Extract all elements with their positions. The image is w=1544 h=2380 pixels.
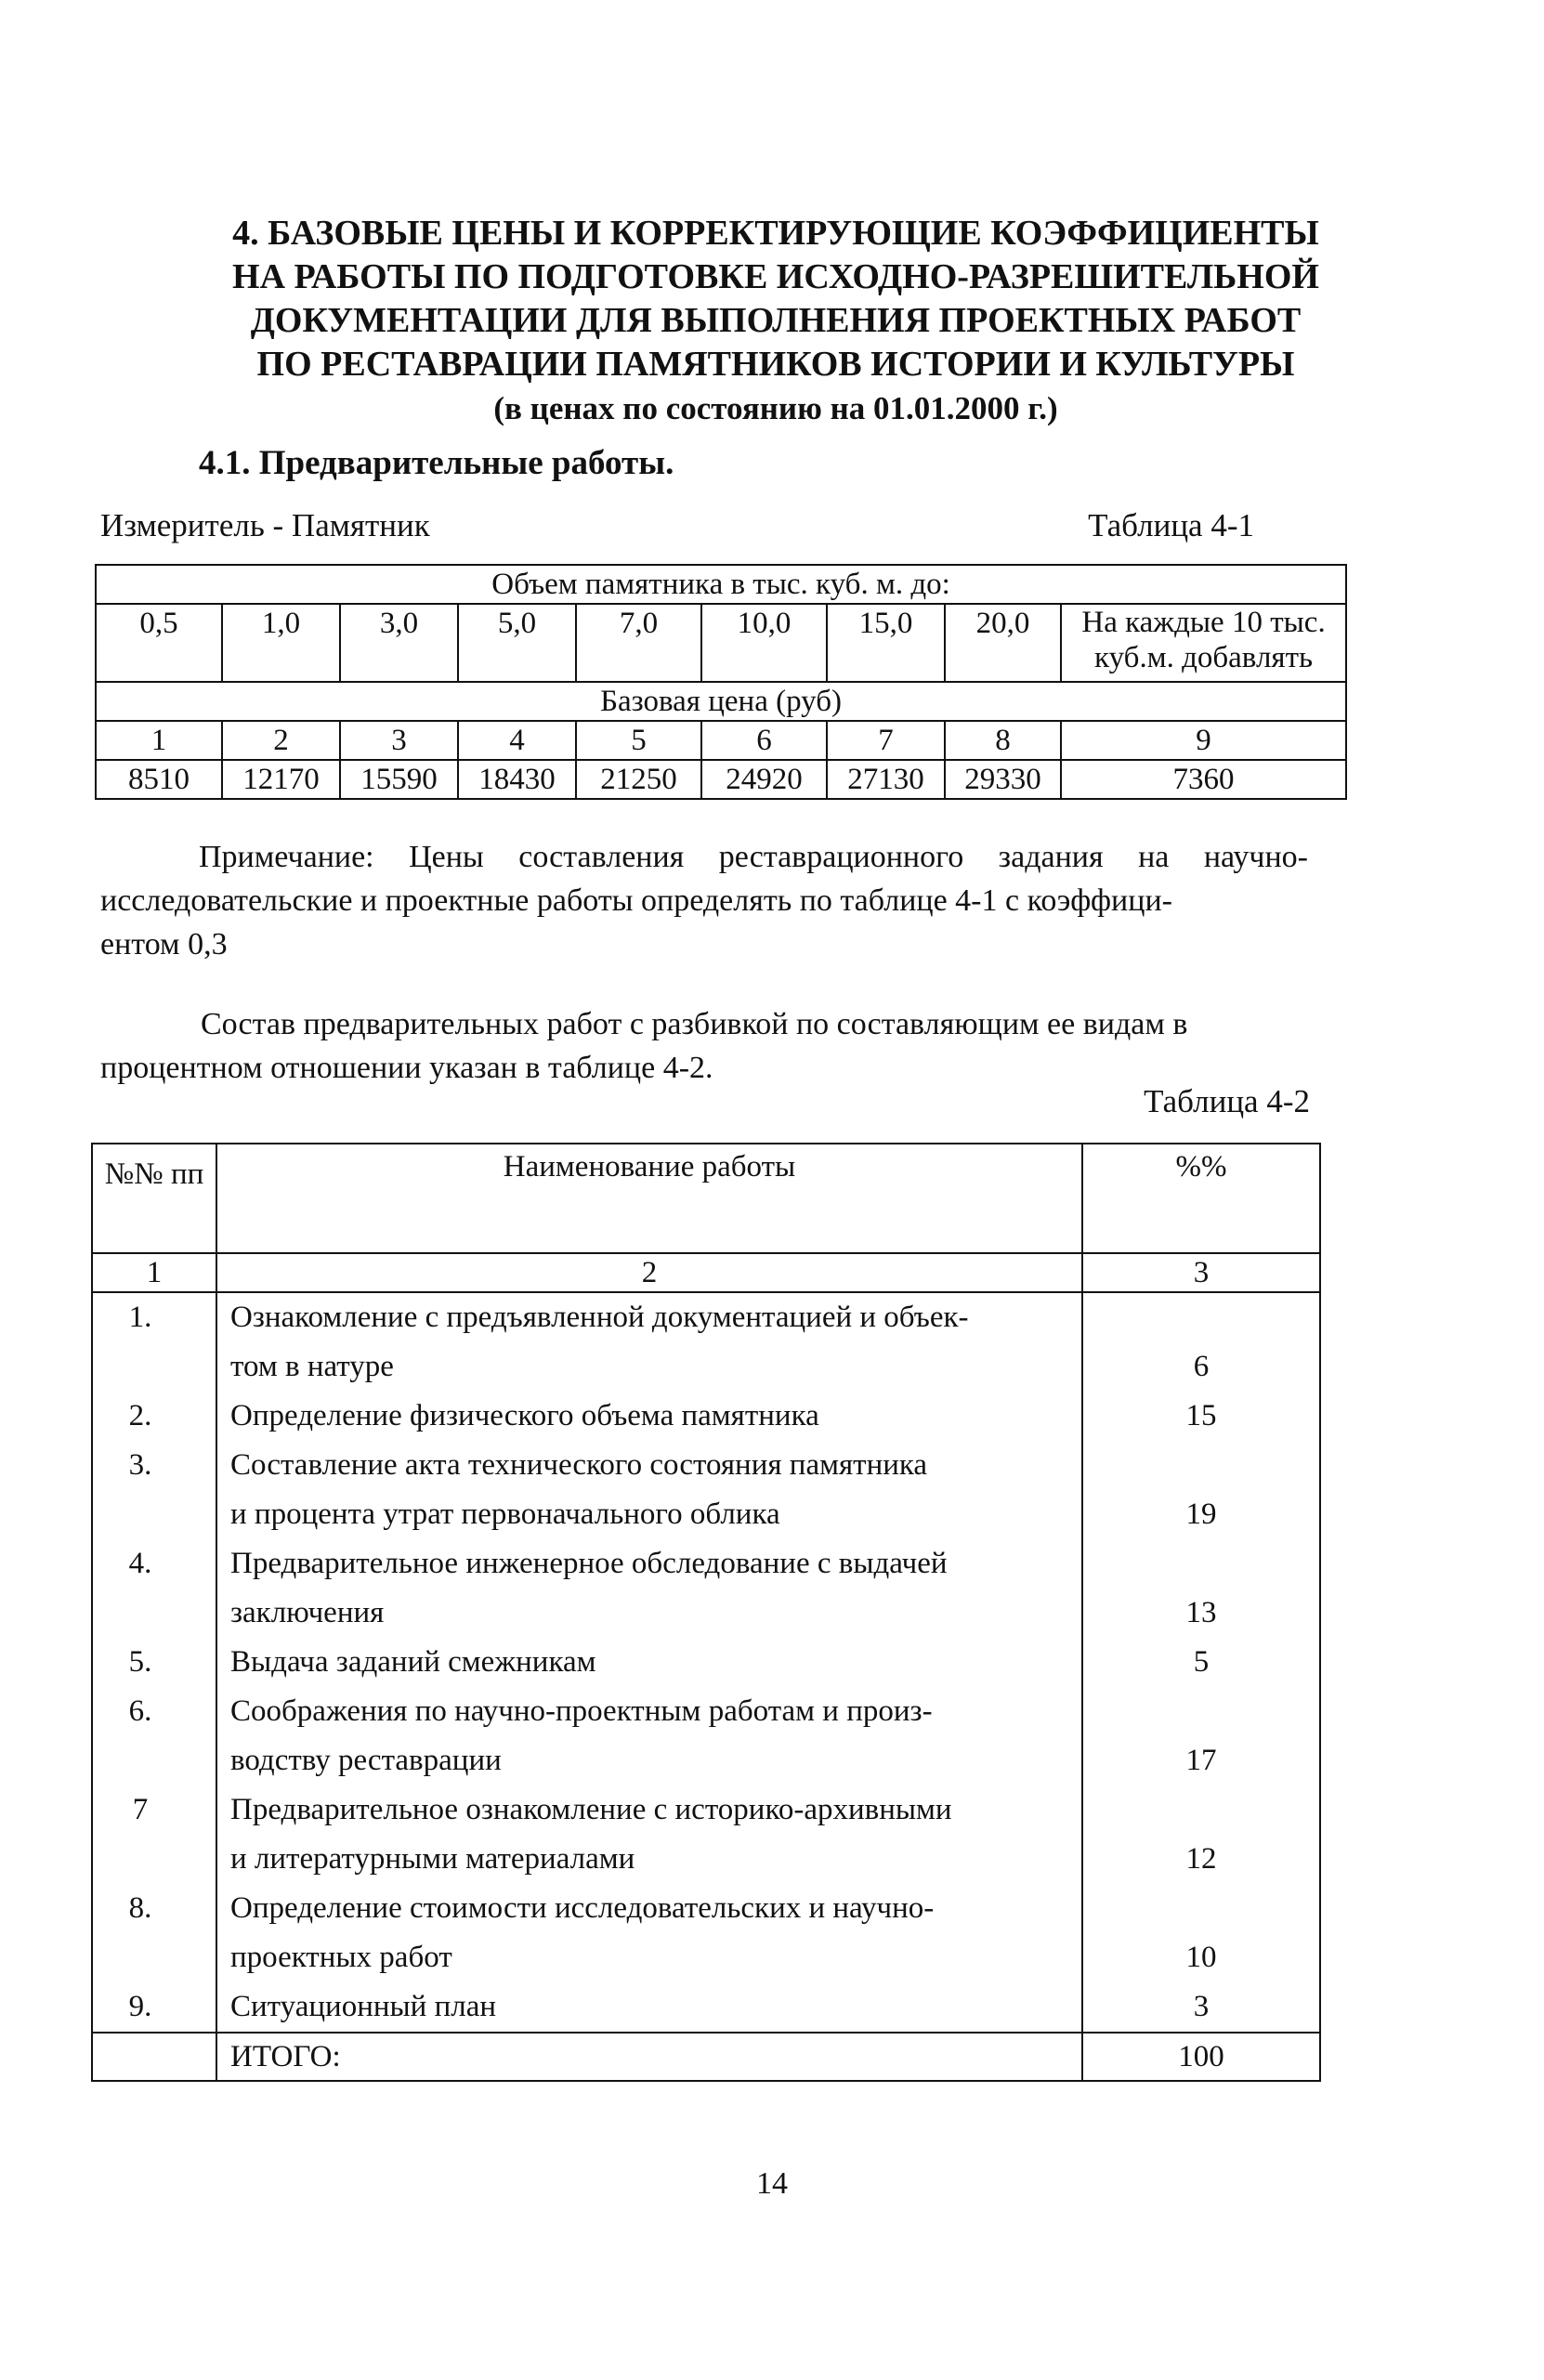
work-name-line: Выдача заданий смежникам [230, 1645, 596, 1679]
column-number: 1 [92, 1253, 216, 1292]
price-cell: 29330 [945, 760, 1061, 799]
row-number: 7 [92, 1785, 216, 1884]
table-row [92, 1687, 1320, 1785]
table-41-caption: Таблица 4-1 [1088, 507, 1254, 543]
table-row [92, 1785, 1320, 1884]
row-number: 5. [92, 1638, 216, 1687]
column-number: 2 [216, 1253, 1082, 1292]
volume-cell: 3,0 [340, 604, 458, 682]
row-percent: 15 [1082, 1392, 1320, 1441]
work-name-line: Соображения по научно-проектным работам и произ- [230, 1694, 933, 1728]
measure-row [100, 507, 1254, 544]
work-name-line: том в натуре [230, 1350, 394, 1383]
row-percent: 3 [1082, 1982, 1320, 2033]
volume-cell: 5,0 [458, 604, 576, 682]
price-cell: 7360 [1061, 760, 1346, 799]
work-name-line: и литературными материалами [230, 1842, 635, 1876]
row-work-name [216, 1687, 1082, 1785]
work-name-line: Составление акта технического состояния памятника [230, 1448, 928, 1482]
row-work-name [216, 1392, 1082, 1441]
row-number: 8. [92, 1884, 216, 1982]
note-text-end: ентом 0,3 [100, 927, 228, 961]
price-cell: 15590 [340, 760, 458, 799]
work-name-line: водству реставрации [230, 1744, 502, 1777]
volume-cell: 7,0 [576, 604, 701, 682]
paragraph-text: Состав предварительных работ с разбивкой по составляющим ее видам в [201, 1007, 1188, 1041]
price-cell: 8510 [96, 760, 222, 799]
column-number: 6 [701, 721, 827, 760]
volume-header: Объем памятника в тыс. куб. м. до: [96, 565, 1346, 604]
row-work-name [216, 1982, 1082, 2033]
table-4-2 [91, 1143, 1321, 2082]
price-cell: 24920 [701, 760, 827, 799]
document-heading [93, 212, 1459, 430]
work-name-line: Ознакомление с предъявленной документацией и объек- [230, 1301, 969, 1334]
row-percent: 10 [1082, 1884, 1320, 1982]
work-name-line: заключения [230, 1596, 385, 1629]
work-name-line: Ситуационный план [230, 1990, 497, 2023]
row-percent: 5 [1082, 1638, 1320, 1687]
row-number: 1. [92, 1292, 216, 1392]
row-percent: 12 [1082, 1785, 1320, 1884]
row-work-name [216, 1539, 1082, 1638]
price-cell: 18430 [458, 760, 576, 799]
heading-line: НА РАБОТЫ ПО ПОДГОТОВКЕ ИСХОДНО-РАЗРЕШИТЕЛЬНОЙ [232, 257, 1319, 296]
header-name: Наименование работы [216, 1144, 1082, 1253]
row-work-name [216, 1785, 1082, 1884]
price-cell: 21250 [576, 760, 701, 799]
volume-cell: 15,0 [827, 604, 945, 682]
table-row [92, 1441, 1320, 1539]
row-percent: 17 [1082, 1687, 1320, 1785]
heading-line: 4. БАЗОВЫЕ ЦЕНЫ И КОРРЕКТИРУЮЩИЕ КОЭФФИЦИЕНТЫ [232, 214, 1319, 253]
table-row [92, 1539, 1320, 1638]
column-number: 8 [945, 721, 1061, 760]
row-number: 9. [92, 1982, 216, 2033]
column-number: 3 [1082, 1253, 1320, 1292]
table-42-caption: Таблица 4-2 [1144, 1083, 1310, 1119]
note-text: Примечание: Цены составления реставрационного задания на научно-исследовательские и проектные работы определять по таблице 4-1 с коэффици- [100, 840, 1308, 918]
paragraph [100, 1002, 1308, 1090]
row-percent: 13 [1082, 1539, 1320, 1638]
column-number: 3 [340, 721, 458, 760]
price-cell: 27130 [827, 760, 945, 799]
price-cell: 12170 [222, 760, 340, 799]
section-title: 4.1. Предварительные работы. [199, 444, 674, 482]
row-percent: 19 [1082, 1441, 1320, 1539]
table-42-body [92, 1292, 1320, 2033]
column-number: 4 [458, 721, 576, 760]
table-4-1 [95, 564, 1347, 800]
paragraph-text-end: процентном отношении указан в таблице 4-2. [100, 1051, 713, 1085]
heading-line: ДОКУМЕНТАЦИИ ДЛЯ ВЫПОЛНЕНИЯ ПРОЕКТНЫХ РАБОТ [250, 301, 1302, 340]
column-number: 2 [222, 721, 340, 760]
work-name-line: Предварительное инженерное обследование с выдачей [230, 1547, 948, 1580]
volume-cell: 20,0 [945, 604, 1061, 682]
header-percent: %% [1082, 1144, 1320, 1253]
work-name-line: Определение физического объема памятника [230, 1399, 819, 1432]
total-label: ИТОГО: [216, 2033, 1082, 2081]
column-number: 9 [1061, 721, 1346, 760]
row-percent: 6 [1082, 1292, 1320, 1392]
table-row [92, 1292, 1320, 1392]
header-number: №№ пп [92, 1144, 216, 1253]
work-name-line: и процента утрат первоначального облика [230, 1497, 780, 1531]
row-work-name [216, 1884, 1082, 1982]
row-number: 2. [92, 1392, 216, 1441]
price-header: Базовая цена (руб) [96, 682, 1346, 721]
row-number: 4. [92, 1539, 216, 1638]
row-work-name [216, 1292, 1082, 1392]
table-row [92, 1638, 1320, 1687]
heading-line: ПО РЕСТАВРАЦИИ ПАМЯТНИКОВ ИСТОРИИ И КУЛЬТУРЫ [256, 345, 1295, 384]
volume-cell: 10,0 [701, 604, 827, 682]
table-note [100, 835, 1308, 966]
column-number: 7 [827, 721, 945, 760]
total-number-cell [92, 2033, 216, 2081]
row-number: 6. [92, 1687, 216, 1785]
work-name-line: Определение стоимости исследовательских и научно- [230, 1891, 935, 1925]
row-work-name [216, 1441, 1082, 1539]
total-value: 100 [1082, 2033, 1320, 2081]
volume-cell: 0,5 [96, 604, 222, 682]
page-number: 14 [756, 2166, 788, 2201]
table-row [92, 1982, 1320, 2033]
row-number: 3. [92, 1441, 216, 1539]
row-work-name [216, 1638, 1082, 1687]
extra-volume-header: На каждые 10 тыс. куб.м. добавлять [1061, 604, 1346, 682]
volume-cell: 1,0 [222, 604, 340, 682]
work-name-line: проектных работ [230, 1941, 452, 1974]
work-name-line: Предварительное ознакомление с историко-архивными [230, 1793, 952, 1826]
table-row [92, 1884, 1320, 1982]
column-number: 1 [96, 721, 222, 760]
table-row [92, 1392, 1320, 1441]
column-number: 5 [576, 721, 701, 760]
measure-label: Измеритель - Памятник [100, 507, 430, 543]
heading-subtitle: (в ценах по состоянию на 01.01.2000 г.) [493, 390, 1058, 426]
